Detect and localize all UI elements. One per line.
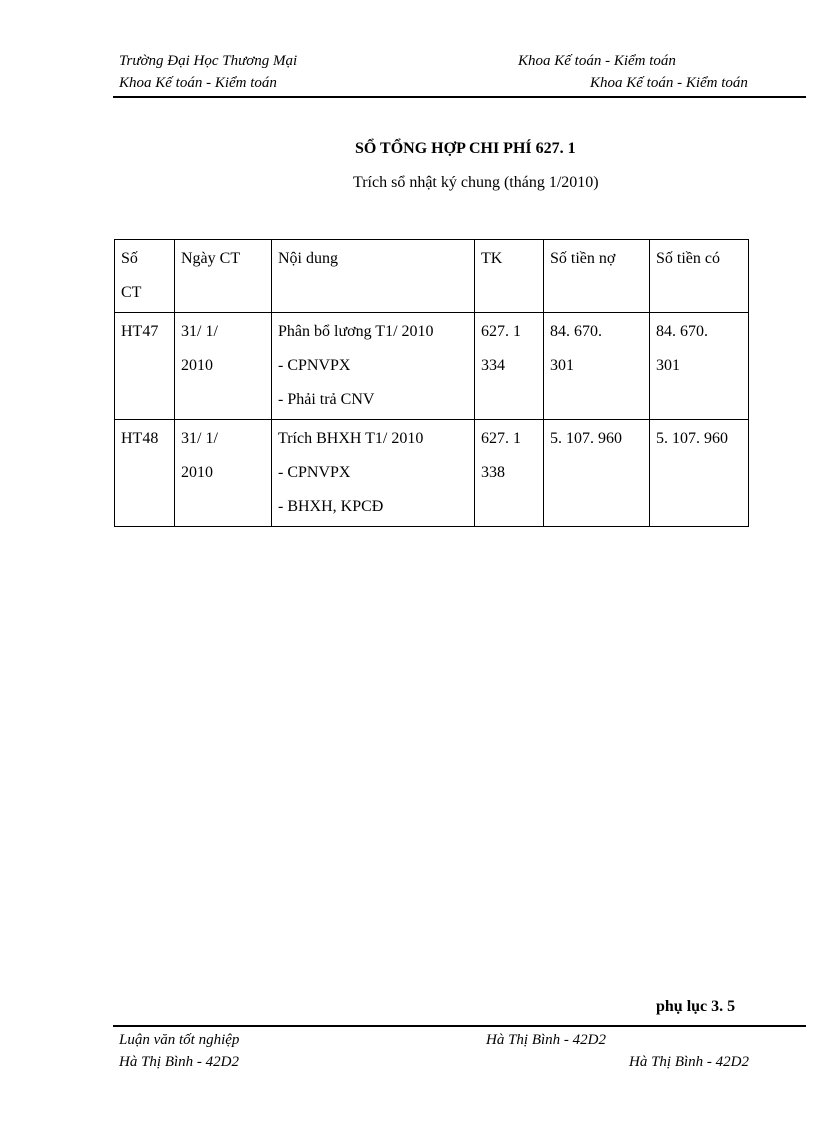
header-text: Số tiền nợ [550, 250, 616, 267]
cell-text: 5. 107. 960 [656, 430, 728, 447]
header-text: CT [121, 284, 142, 301]
cell-noi-dung [272, 420, 475, 527]
cell-text: 301 [550, 357, 574, 374]
cell-so-tien-no [544, 313, 650, 420]
cell-tk [475, 420, 544, 527]
document-title: SỔ TỔNG HỢP CHI PHÍ 627. 1 [355, 140, 576, 157]
cell-so-ct [115, 313, 175, 420]
header-faculty-right-2: Khoa Kế toán - Kiểm toán [590, 75, 748, 91]
table-row [115, 313, 749, 420]
cell-text: 338 [481, 464, 505, 481]
header-text: Số [121, 250, 138, 267]
header-faculty-right-1: Khoa Kế toán - Kiểm toán [518, 53, 676, 69]
cell-text: HT47 [121, 323, 159, 340]
cell-text: 627. 1 [481, 323, 521, 340]
cell-text: 84. 670. [550, 323, 602, 340]
footer-author-left: Hà Thị Bình - 42D2 [119, 1054, 239, 1070]
footer-author-right-2: Hà Thị Bình - 42D2 [629, 1054, 749, 1070]
footer-author-right-1: Hà Thị Bình - 42D2 [486, 1032, 606, 1048]
cell-text: 334 [481, 357, 505, 374]
header-cell-so-ct [115, 240, 175, 313]
cell-text: Trích BHXH T1/ 2010 [278, 430, 424, 447]
cell-text: 5. 107. 960 [550, 430, 622, 447]
table-header-row [115, 240, 749, 313]
header-cell-so-tien-co [650, 240, 749, 313]
header-cell-tk [475, 240, 544, 313]
cell-text: 2010 [181, 357, 213, 374]
cell-text: - Phải trả CNV [278, 391, 375, 408]
cell-ngay-ct [175, 313, 272, 420]
table-row [115, 420, 749, 527]
header-text: Số tiền có [656, 250, 720, 267]
cell-so-tien-no [544, 420, 650, 527]
document-subtitle: Trích sổ nhật ký chung (tháng 1/2010) [353, 174, 599, 191]
header-divider [113, 96, 806, 98]
cell-so-tien-co [650, 313, 749, 420]
header-text: Ngày CT [181, 250, 241, 267]
cell-text: 2010 [181, 464, 213, 481]
header-cell-ngay-ct [175, 240, 272, 313]
cell-noi-dung [272, 313, 475, 420]
cell-so-ct [115, 420, 175, 527]
header-cell-noi-dung [272, 240, 475, 313]
cell-text: HT48 [121, 430, 159, 447]
cell-text: - BHXH, KPCĐ [278, 498, 384, 515]
cell-so-tien-co [650, 420, 749, 527]
header-faculty-left: Khoa Kế toán - Kiểm toán [119, 75, 277, 91]
cell-text: - CPNVPX [278, 464, 351, 481]
cell-ngay-ct [175, 420, 272, 527]
cell-text: 301 [656, 357, 680, 374]
cell-text: 31/ 1/ [181, 323, 218, 340]
cell-text: 84. 670. [656, 323, 708, 340]
header-school-name: Trường Đại Học Thương Mại [119, 53, 298, 69]
cell-tk [475, 313, 544, 420]
cell-text: - CPNVPX [278, 357, 351, 374]
cell-text: 31/ 1/ [181, 430, 218, 447]
header-text: Nội dung [278, 250, 338, 267]
footer-thesis-label: Luận văn tốt nghiệp [119, 1032, 240, 1048]
footer-divider [113, 1025, 806, 1027]
appendix-label: phụ lục 3. 5 [656, 998, 736, 1015]
ledger-table [114, 239, 749, 527]
header-text: TK [481, 250, 503, 267]
cell-text: Phân bổ lương T1/ 2010 [278, 323, 434, 340]
cell-text: 627. 1 [481, 430, 521, 447]
header-cell-so-tien-no [544, 240, 650, 313]
